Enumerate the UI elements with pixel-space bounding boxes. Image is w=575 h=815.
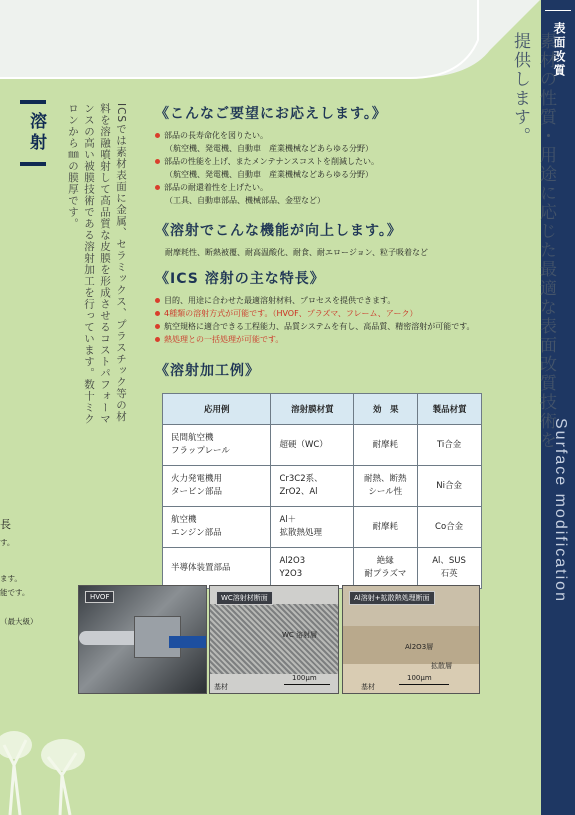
requests-heading: 《こんなご要望にお応えします。》 [155,106,387,122]
table-cell: Al＋ 拡散熱処理 [271,507,354,548]
intro-text: ICSでは素材表面に金属、セラミックス、プラスチック等の材料を溶融噴射して高品質な皮膜を形成させるコストパフォーマンスの高い被膜技術である溶射加工を行っています。数十ミクロンから㎜の膜厚です。 [67,103,127,425]
photo-label: HVOF [85,591,114,603]
bullet-icon [155,185,160,190]
table-cell: Ti合金 [418,425,482,466]
bullet-icon [155,133,160,138]
scale-bar [399,684,449,685]
request-note: （航空機、発電機、自動車 産業機械などあらゆる分野） [165,170,373,179]
features-block [155,268,475,346]
section-title [20,100,46,166]
scale-label: 100μm [292,674,317,682]
category-label-en: Surface modification [552,418,569,603]
table-cell: Co合金 [418,507,482,548]
functions-text: 耐摩耗性、断熱被覆、耐高温酸化、耐食、耐エロージョン、粒子吸着など [165,248,429,257]
tree-silhouette [0,705,140,815]
layer-label: Al2O3層 [405,643,434,651]
table-cell: 民間航空機 フラップレール [163,425,271,466]
feature-item: 目的、用途に合わせた最適溶射材料、プロセスを提供できます。 [155,294,475,307]
request-item: 部品の性能を上げ、またメンテナンスコストを削減したい。 [155,155,387,168]
feature-item: 4種類の溶射方式が可能です。（HVOF、プラズマ、フレーム、アーク） [155,307,475,320]
table-row [163,425,482,466]
bullet-icon [155,298,160,303]
scale-label: 100μm [407,674,432,682]
table-cell: 絶縁 耐プラズマ [354,548,418,589]
table-cell: 耐熱、断熱 シール性 [354,466,418,507]
table-header: 溶射膜材質 [271,394,354,425]
wc-cross-section-photo [209,585,339,694]
photo-label: Al溶射+拡散熱処理断面 [349,591,435,605]
cropped-text: す。 [0,538,15,547]
table-row [163,507,482,548]
layer-label: WC 溶射層 [282,631,318,639]
category-label: 表面改質 [552,22,566,78]
table-cell: 航空機 エンジン部品 [163,507,271,548]
request-note: （航空機、発電機、自動車 産業機械などあらゆる分野） [165,144,373,153]
feature-item: 航空規格に適合できる工程能力、品質システムを有し、高品質、精密溶射が可能です。 [155,320,475,333]
examples-table [162,393,482,589]
base-label: 基材 [361,683,375,691]
section-title-text: 溶射 [26,112,46,154]
feature-item: 熱処理との一括処理が可能です。 [155,333,475,346]
table-header: 効 果 [354,394,418,425]
table-cell: Al、SUS 石英 [418,548,482,589]
bullet-icon [155,311,160,316]
table-row [163,548,482,589]
table-header-row [163,394,482,425]
bullet-icon [155,337,160,342]
table-row [163,466,482,507]
table-cell: 半導体装置部品 [163,548,271,589]
requests-block [155,103,387,207]
table-header: 応用例 [163,394,271,425]
title-bar-bottom [20,162,46,166]
functions-block [155,220,428,259]
request-note: （工具、自動車部品、機械部品、金型など） [165,196,325,205]
cropped-text: 長 [0,518,11,531]
bullet-icon [155,324,160,329]
al-cross-section-photo [342,585,480,694]
bullet-icon [155,159,160,164]
cropped-text: （最大級） [0,617,38,626]
photo-label: WC溶射材断面 [216,591,273,605]
scale-bar [284,684,330,685]
title-bar-top [20,100,46,104]
table-cell: 耐摩耗 [354,425,418,466]
cropped-text: ます。 [0,574,22,583]
table-cell: Ni合金 [418,466,482,507]
sidebar-divider [545,10,571,11]
table-cell: 火力発電機用 タービン部品 [163,466,271,507]
table-cell: Cr3C2系、 ZrO2、Al [271,466,354,507]
request-item: 部品の耐還着性を上げたい。 [155,181,387,194]
features-heading: 《ICS 溶射の主な特長》 [155,271,325,287]
table-body [163,425,482,589]
table-cell: Al2O3 Y2O3 [271,548,354,589]
base-label: 基材 [214,683,228,691]
hvof-photo [78,585,207,694]
functions-heading: 《溶射でこんな機能が向上します。》 [155,223,402,239]
table-cell: 超硬（WC） [271,425,354,466]
examples-block [155,360,260,386]
cropped-text: 能です。 [0,588,30,597]
layer-label: 拡散層 [431,662,452,670]
vertical-heading: 素材の性質・用途に応じた最適な表面改質技術を提供します。 [510,32,556,450]
examples-heading: 《溶射加工例》 [155,363,260,379]
request-item: 部品の長寿命化を図りたい。 [155,129,387,142]
table-header: 製品材質 [418,394,482,425]
table-cell: 耐摩耗 [354,507,418,548]
